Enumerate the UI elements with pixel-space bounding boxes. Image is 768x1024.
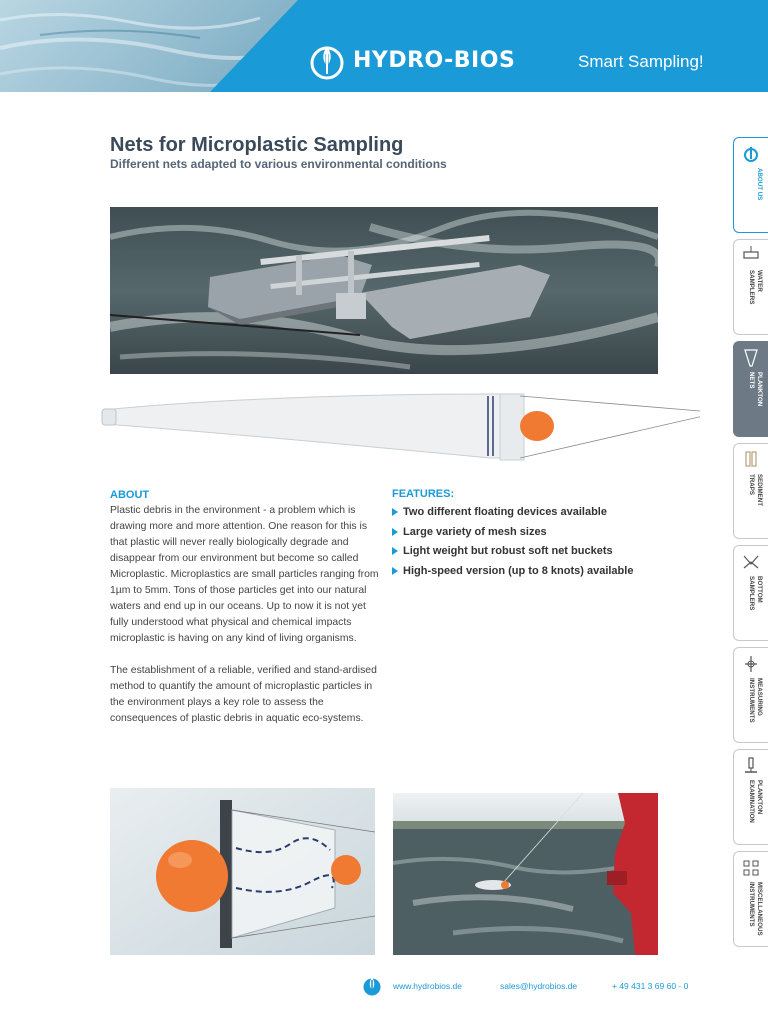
bullet-triangle-icon: [392, 567, 398, 575]
microplastic-net-illustration: [100, 380, 700, 470]
tab-about-us[interactable]: [733, 137, 768, 233]
footer-email-link[interactable]: sales@hydrobios.de: [500, 981, 578, 991]
tab-label: BOTTOM SAMPLERS: [748, 576, 763, 611]
tab-measuring-instruments[interactable]: [733, 647, 768, 743]
features-list: [392, 505, 672, 583]
net-frame-buoy-photo: [110, 788, 375, 955]
about-heading: ABOUT: [110, 489, 150, 501]
feature-text: Two different floating devices available: [403, 506, 607, 518]
sediment-trap-icon: [741, 450, 761, 470]
net-deployment-photo: [393, 793, 658, 955]
catamaran-sampler-photo: [110, 207, 658, 374]
microscope-icon: [741, 756, 761, 776]
header-blue-band: [0, 0, 768, 92]
feature-text: Light weight but robust soft net buckets: [403, 545, 613, 557]
tab-sediment-traps[interactable]: [733, 443, 768, 539]
tab-label: MEASURING INSTRUMENTS: [748, 678, 763, 723]
plankton-net-icon: [741, 348, 761, 368]
bullet-triangle-icon: [392, 547, 398, 555]
water-sampler-icon: [741, 246, 761, 266]
tab-label: MISCELLANEOUS INSTRUMENTS: [748, 882, 763, 936]
tab-label: SEDIMENT TRAPS: [748, 474, 763, 506]
brand-name: HYDRO-BIOS: [353, 48, 516, 73]
tab-label: ABOUT US: [756, 168, 763, 201]
tab-bottom-samplers[interactable]: [733, 545, 768, 641]
feature-item: [392, 525, 672, 545]
footer-logo-icon: [362, 975, 382, 997]
tab-plankton-examination[interactable]: [733, 749, 768, 845]
tab-miscellaneous-instruments[interactable]: [733, 851, 768, 947]
tab-label: PLANKTON NETS: [748, 372, 763, 407]
page-title: Nets for Microplastic Sampling: [110, 134, 404, 156]
misc-instruments-icon: [741, 858, 761, 878]
tab-water-samplers[interactable]: [733, 239, 768, 335]
bullet-triangle-icon: [392, 528, 398, 536]
hydrobios-logo-icon: [310, 42, 344, 80]
brand-tagline: Smart Sampling!: [578, 52, 704, 71]
bullet-triangle-icon: [392, 508, 398, 516]
feature-item: [392, 505, 672, 525]
about-paragraph: The establishment of a reliable, verified and stand-ardised method to quantify the amount of microplastic particles in the environment plays a key role to assess the consequences of plastic debris in aquatic eco-systems.: [110, 665, 377, 724]
bottom-sampler-icon: [741, 552, 761, 572]
footer-phone: + 49 431 3 69 60 - 0: [612, 981, 689, 991]
features-heading: FEATURES:: [392, 488, 455, 500]
feature-item: [392, 564, 672, 584]
logo-icon: [741, 144, 761, 164]
feature-text: High-speed version (up to 8 knots) available: [403, 564, 634, 577]
about-paragraph: Plastic debris in the environment - a problem which is drawing more and more attention. One reason for this is that plastic will never really biologically degrade and disappear from our environment but become so called Microplastic. Microplastics are small particles ranging from 1µm to 5mm. Tons of those particles get into our natural waters and end up in our oceans. Up to now it is not yet fully understood what physical and chemical impacts microplastic is having on any kind of living organisms.: [110, 505, 379, 644]
tab-label: WATER SAMPLERS: [748, 270, 763, 305]
footer-website-link[interactable]: www.hydrobios.de: [393, 981, 462, 991]
feature-text: Large variety of mesh sizes: [403, 525, 547, 538]
feature-item: [392, 544, 672, 564]
header: [0, 0, 768, 92]
page-subtitle: Different nets adapted to various environmental conditions: [110, 157, 447, 171]
about-text: [110, 503, 380, 743]
tab-label: PLANKTON EXAMINATION: [748, 780, 763, 823]
tab-plankton-nets[interactable]: [733, 341, 768, 437]
measuring-icon: [741, 654, 761, 674]
